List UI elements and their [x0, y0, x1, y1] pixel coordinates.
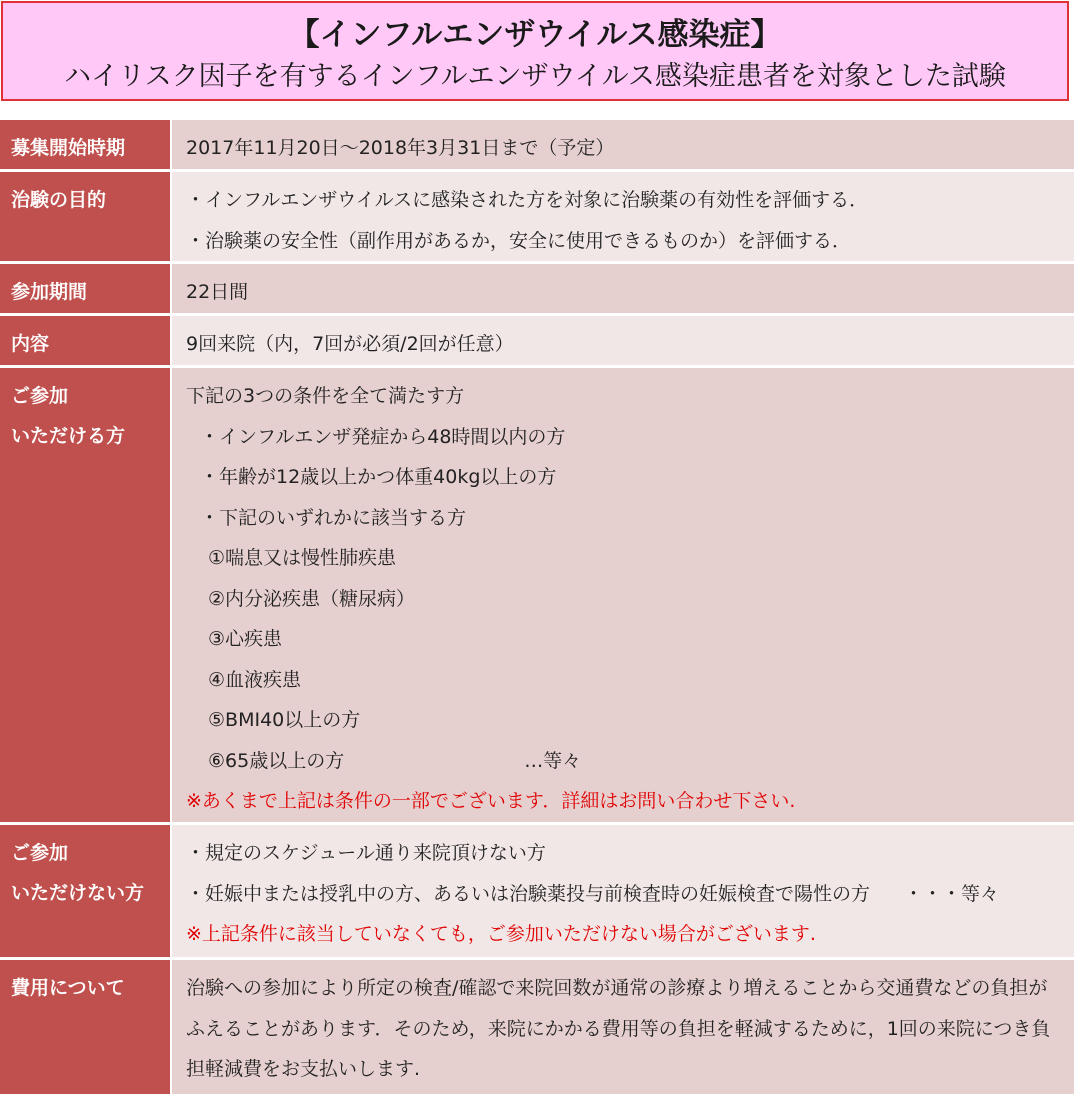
row-label-line: ご参加: [11, 842, 69, 864]
eligibility-condition: ・下記のいずれかに該当する方: [200, 506, 467, 529]
row-value: [171, 171, 1074, 263]
page-subtitle: ハイリスク因子を有するインフルエンザウイルス感染症患者を対象とした試験: [64, 61, 1006, 92]
row-label: [0, 367, 171, 824]
page-title: 【インフルエンザウイルス感染症】: [288, 17, 782, 53]
row-value: [171, 824, 1074, 959]
etc-text: …等々: [524, 749, 582, 772]
row-value: [171, 315, 1074, 367]
risk-factor-item: ④血液疾患: [208, 668, 302, 691]
ineligible-condition: ・規定のスケジュール通り来院頂けない方: [186, 842, 546, 864]
eligibility-note: ※あくまで上記は条件の一部でございます．詳細はお問い合わせ下さい.: [186, 790, 796, 812]
ineligible-condition-text: ・妊娠中または授乳中の方、あるいは治験薬投与前検査時の妊娠検査で陽性の方: [186, 882, 871, 905]
risk-factor-item-last: [186, 741, 1064, 782]
recruitment-period-text: 2017年11月20日～2018年3月31日まで（予定）: [186, 137, 615, 159]
costs-text: 治験への参加により所定の検査/確認で来院回数が通常の診療より増えることから交通費などの負担がふえることがあります．そのため，来院にかかる費用等の負担を軽減するために，1回の来院につき負担軽減費をお支払いします.: [186, 977, 1051, 1080]
row-label-line: いただけない方: [11, 882, 145, 904]
row-label: 内容: [0, 315, 171, 367]
risk-factor-item: ①喘息又は慢性肺疾患: [208, 547, 397, 569]
contents-text: 9回来院（内，7回が必須/2回が任意）: [186, 333, 514, 355]
row-eligible: [0, 367, 1074, 824]
row-value: [171, 959, 1074, 1096]
row-label: 参加期間: [0, 263, 171, 315]
row-value: [171, 119, 1074, 171]
row-participation-period: [0, 263, 1074, 315]
risk-factor-text: ⑥65歳以上の方: [208, 749, 345, 772]
row-recruitment-period: [0, 119, 1074, 171]
purpose-line: ・インフルエンザウイルスに感染された方を対象に治験薬の有効性を評価する．: [186, 189, 869, 211]
trial-info-table: [0, 117, 1074, 1097]
row-label-line: ご参加: [11, 385, 69, 407]
row-label: 費用について: [0, 959, 171, 1096]
risk-factor-item: ⑤BMI40以上の方: [208, 709, 361, 731]
risk-factor-item: ③心疾患: [208, 628, 283, 650]
row-ineligible: [0, 824, 1074, 959]
row-value: [171, 263, 1074, 315]
row-value: [171, 367, 1074, 824]
row-label-line: いただける方: [11, 425, 126, 447]
eligibility-condition: ・インフルエンザ発症から48時間以内の方: [200, 425, 566, 448]
etc-text: ・・・等々: [904, 882, 1000, 905]
participation-period-text: 22日間: [186, 281, 249, 303]
row-label: [0, 824, 171, 959]
row-label: 募集開始時期: [0, 119, 171, 171]
ineligible-note: ※上記条件に該当していなくても，ご参加いただけない場合がございます.: [186, 923, 816, 945]
row-purpose: [0, 171, 1074, 263]
row-costs: [0, 959, 1074, 1096]
row-contents: [0, 315, 1074, 367]
eligibility-condition: ・年齢が12歳以上かつ体重40kg以上の方: [200, 466, 557, 488]
page-header: [1, 1, 1069, 101]
ineligible-condition-last: [186, 874, 1064, 915]
purpose-line: ・治験薬の安全性（副作用があるか，安全に使用できるものか）を評価する．: [186, 229, 852, 252]
eligibility-intro: 下記の3つの条件を全て満たす方: [186, 385, 465, 407]
risk-factor-item: ②内分泌疾患（糖尿病）: [208, 587, 416, 610]
row-label: 治験の目的: [0, 171, 171, 263]
